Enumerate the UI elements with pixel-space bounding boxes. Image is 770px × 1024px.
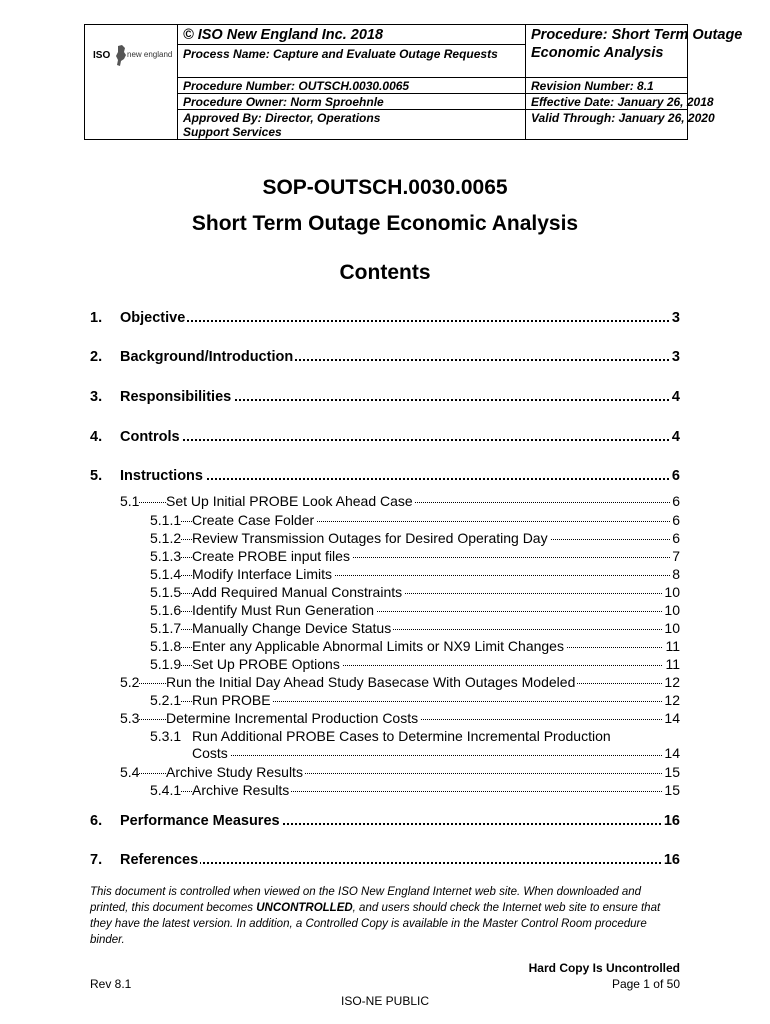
toc-leader [192,755,680,756]
toc-page: 15 [664,782,680,798]
disclaimer-uncontrolled: UNCONTROLLED [256,902,353,914]
procedure-title-row [525,25,743,78]
logo-cell [85,25,178,139]
toc-sub-5-1-7[interactable] [90,620,680,637]
toc-label: Objective [120,310,186,326]
toc-number: 5.1.1 [150,512,182,528]
toc-label: Performance Measures [120,813,280,829]
toc-entry-controls[interactable] [90,429,680,447]
copyright-row [177,25,525,45]
toc-page: 15 [664,764,680,780]
toc-label: Set Up PROBE Options [192,656,340,672]
toc-label: Modify Interface Limits [192,566,333,582]
toc-number: 1. [90,310,103,326]
toc-number: 5.1.7 [150,620,182,636]
toc-sub-5-1-3[interactable] [90,548,680,565]
toc-page: 14 [664,710,680,726]
toc-label: Enter any Applicable Abnormal Limits or NX9 Limit Changes [192,638,564,654]
toc-page: 6 [672,493,680,509]
toc-label: Create PROBE input files [192,548,350,564]
toc-page: 12 [664,692,680,708]
toc-page: 4 [671,429,680,445]
toc-entry-responsibilities[interactable] [90,389,680,407]
toc-page: 16 [663,852,680,868]
toc-number: 5.4 [120,764,140,780]
contents-heading: Contents [339,261,431,284]
toc-page: 3 [671,349,680,365]
approved-by-row [177,110,525,139]
toc-page: 16 [663,813,680,829]
toc-page: 11 [665,656,680,672]
effective-date-row [525,94,714,110]
toc-number: 5.3 [120,710,140,726]
toc-sub-5-3-1[interactable] [90,728,680,762]
toc-page: 4 [671,389,680,405]
toc-label: References [120,852,199,868]
toc-label: Responsibilities [120,389,232,405]
process-name: Process Name: Capture and Evaluate Outage Requests [183,47,498,61]
toc-number: 7. [90,852,103,868]
toc-number: 5.3.1 [150,728,182,744]
toc-label: Manually Change Device Status [192,620,392,636]
toc-entry-objective[interactable] [90,310,680,328]
toc-sub-5-2[interactable] [90,674,680,691]
toc-number: 5.1.4 [150,566,182,582]
toc-number: 5. [90,468,103,484]
toc-leader [120,320,680,322]
toc-page: 10 [664,620,680,636]
toc-label: Review Transmission Outages for Desired Operating Day [192,530,548,546]
toc-page: 10 [664,602,680,618]
toc-number: 6. [90,813,103,829]
toc-number: 4. [90,429,103,445]
toc-entry-background[interactable] [90,349,680,367]
toc-label: Controls [120,429,180,445]
toc-sub-5-1-8[interactable] [90,638,680,655]
toc-page: 8 [672,566,680,582]
page-number: Page 1 of 50 [611,977,680,991]
toc-entry-references[interactable] [90,852,680,870]
toc-page: 11 [665,638,680,654]
toc-number: 5.1.8 [150,638,182,654]
valid-through: Valid Through: January 26, 2020 [531,111,715,125]
toc-number: 3. [90,389,103,405]
header-table [84,24,743,140]
toc-sub-5-1-9[interactable] [90,656,680,673]
toc-number: 2. [90,349,103,365]
toc-sub-5-1-4[interactable] [90,566,680,583]
approved-by: Approved By: Director, Operations Support Services [183,111,381,139]
toc-sub-5-4[interactable] [90,764,680,781]
toc-sub-5-1[interactable] [90,493,680,510]
procedure-number: Procedure Number: OUTSCH.0030.0065 [183,79,410,93]
document-id-title: SOP-OUTSCH.0030.0065 [262,176,508,199]
toc-label: Run PROBE [192,692,271,708]
toc-page: 12 [664,674,680,690]
copyright-text: © ISO New England Inc. 2018 [183,27,384,43]
process-name-row [177,45,525,78]
toc-leader [120,862,680,864]
hard-copy-notice: Hard Copy Is Uncontrolled [528,961,680,975]
toc-label: Run the Initial Day Ahead Study Basecase With Outages Modeled [166,674,576,690]
toc-number: 5.1.3 [150,548,182,564]
toc-label: Add Required Manual Constraints [192,584,403,600]
header-col-process [177,25,526,139]
toc-page: 10 [664,584,680,600]
toc-sub-5-1-6[interactable] [90,602,680,619]
toc-label: Create Case Folder [192,512,315,528]
procedure-owner-row [177,94,525,110]
toc-number: 5.1.9 [150,656,182,672]
toc-number: 5.1 [120,493,140,509]
toc-number: 5.1.2 [150,530,182,546]
toc-number: 5.4.1 [150,782,182,798]
toc-leader [120,439,680,441]
procedure-title: Procedure: Short Term Outage Economic Analysis [531,27,743,61]
toc-page: 14 [664,745,680,761]
toc-number: 5.2.1 [150,692,182,708]
procedure-number-row [177,78,525,94]
logo-ne-text: new england [127,50,173,59]
toc-entry-instructions[interactable] [90,468,680,486]
toc-page: 6 [671,468,680,484]
toc-sub-5-2-1[interactable] [90,692,680,709]
toc-label: Instructions [120,468,203,484]
toc-label: Background/Introduction [120,349,294,365]
document-title: Short Term Outage Economic Analysis [191,212,579,235]
toc-entry-performance[interactable] [90,813,680,831]
toc-sub-5-1-1[interactable] [90,512,680,529]
toc-sub-5-1-2[interactable] [90,530,680,547]
disclaimer-text: This document is controlled when viewed on the ISO New England Internet web site. When downloaded and printed, this document becomes [90,886,642,914]
classification-footer: ISO-NE PUBLIC [340,994,430,1008]
toc-label: Set Up Initial PROBE Look Ahead Case [166,493,413,509]
toc-label: Archive Results [192,782,290,798]
logo-iso-text: ISO [93,50,111,61]
toc-sub-5-1-5[interactable] [90,584,680,601]
toc-sub-5-4-1[interactable] [90,782,680,799]
iso-ne-logo [93,45,173,69]
new-england-map-icon [115,45,127,67]
toc-label: Identify Must Run Generation [192,602,375,618]
revision-number: Revision Number: 8.1 [531,79,654,93]
toc-sub-5-3[interactable] [90,710,680,727]
revision-footer: Rev 8.1 [90,977,132,991]
toc-page: 6 [672,530,680,546]
toc-number: 5.1.6 [150,602,182,618]
control-disclaimer [90,884,682,948]
toc-page: 7 [672,548,680,564]
toc-number: 5.1.5 [150,584,182,600]
toc-page: 6 [672,512,680,528]
toc-label: Archive Study Results [166,764,303,780]
toc-number: 5.2 [120,674,140,690]
toc-label-continued: Costs [192,745,228,761]
disclaimer-text-continued: , and users should check the Internet web site to ensure that they have the latest version. In addition, a Controlled Copy is available in the Master Control Room procedure binder. [90,902,661,946]
toc-page: 3 [671,310,680,326]
toc-label: Run Additional PROBE Cases to Determine Incremental Production [192,728,611,744]
revision-row [525,78,687,94]
procedure-owner: Procedure Owner: Norm Sproehnle [183,95,384,109]
toc-label: Determine Incremental Production Costs [166,710,419,726]
effective-date: Effective Date: January 26, 2018 [531,95,714,109]
header-col-procedure [525,25,743,139]
valid-through-row [525,110,715,139]
